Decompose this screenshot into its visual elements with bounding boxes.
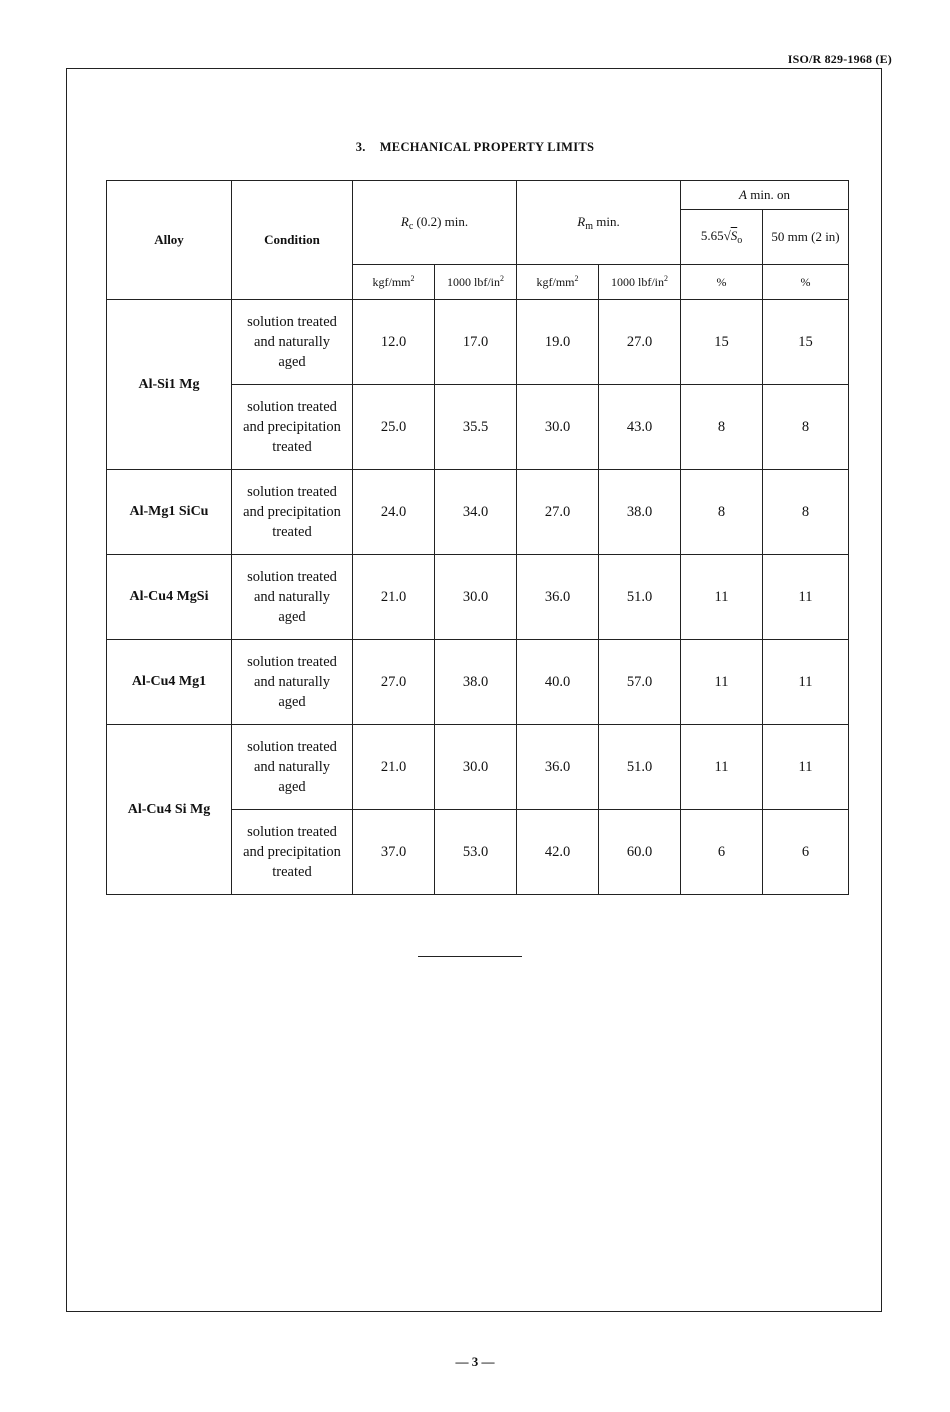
section-title (0, 140, 950, 155)
value-cell: 34.0 (435, 470, 517, 555)
header-a-gauge-565: $5.65√S_o$ (681, 210, 763, 265)
unit-a-pct-1: % (681, 265, 763, 300)
value-cell: 11 (681, 640, 763, 725)
alloy-cell: Al-Mg1 SiCu (107, 470, 232, 555)
unit-rc-kgf: kgf/$mm^2$ (353, 265, 435, 300)
condition-cell: solution treated and naturally aged (232, 300, 353, 385)
value-cell: 30.0 (435, 555, 517, 640)
header-a: A min. on (681, 181, 849, 210)
value-cell: 60.0 (599, 810, 681, 895)
value-cell: 30.0 (435, 725, 517, 810)
document-reference: ISO/R 829-1968 (E) (787, 52, 892, 66)
value-cell: 21.0 (353, 555, 435, 640)
condition-cell: solution treated and naturally aged (232, 555, 353, 640)
alloy-cell: Al-Cu4 Si Mg (107, 725, 232, 895)
value-cell: 12.0 (353, 300, 435, 385)
value-cell: 8 (763, 385, 849, 470)
closing-rule (418, 956, 522, 957)
table-row (107, 555, 849, 640)
value-cell: 36.0 (517, 555, 599, 640)
header-a-gauge-50mm: 50 mm (2 in) (763, 210, 849, 265)
value-cell: 30.0 (517, 385, 599, 470)
value-cell: 38.0 (435, 640, 517, 725)
value-cell: 8 (763, 470, 849, 555)
header-alloy: Alloy (107, 181, 232, 300)
value-cell: 15 (681, 300, 763, 385)
condition-cell: solution treated and naturally aged (232, 725, 353, 810)
value-cell: 11 (763, 725, 849, 810)
unit-rm-lbf: 1000 lbf/$in^2$ (599, 265, 681, 300)
value-cell: 43.0 (599, 385, 681, 470)
value-cell: 25.0 (353, 385, 435, 470)
value-cell: 27.0 (353, 640, 435, 725)
condition-cell: solution treated and precipitation treated (232, 810, 353, 895)
header-rm: $R_m$ min. (517, 181, 681, 265)
value-cell: 57.0 (599, 640, 681, 725)
value-cell: 11 (681, 555, 763, 640)
value-cell: 38.0 (599, 470, 681, 555)
value-cell: 17.0 (435, 300, 517, 385)
value-cell: 24.0 (353, 470, 435, 555)
value-cell: 51.0 (599, 725, 681, 810)
value-cell: 11 (763, 555, 849, 640)
value-cell: 6 (763, 810, 849, 895)
value-cell: 42.0 (517, 810, 599, 895)
value-cell: 51.0 (599, 555, 681, 640)
value-cell: 35.5 (435, 385, 517, 470)
value-cell: 40.0 (517, 640, 599, 725)
value-cell: 8 (681, 470, 763, 555)
alloy-cell: Al-Cu4 MgSi (107, 555, 232, 640)
table-row (107, 470, 849, 555)
condition-cell: solution treated and precipitation treated (232, 470, 353, 555)
table-row (107, 725, 849, 810)
unit-rc-lbf: 1000 lbf/$in^2$ (435, 265, 517, 300)
value-cell: 27.0 (599, 300, 681, 385)
page-number: — 3 — (455, 1354, 495, 1369)
value-cell: 8 (681, 385, 763, 470)
value-cell: 36.0 (517, 725, 599, 810)
table-row (107, 300, 849, 385)
unit-a-pct-2: % (763, 265, 849, 300)
table-row (107, 640, 849, 725)
section-title-text: MECHANICAL PROPERTY LIMITS (379, 140, 595, 154)
header-condition: Condition (232, 181, 353, 300)
value-cell: 11 (763, 640, 849, 725)
alloy-cell: Al-Cu4 Mg1 (107, 640, 232, 725)
value-cell: 11 (681, 725, 763, 810)
value-cell: 37.0 (353, 810, 435, 895)
condition-cell: solution treated and precipitation treated (232, 385, 353, 470)
alloy-cell: Al-Si1 Mg (107, 300, 232, 470)
condition-cell: solution treated and naturally aged (232, 640, 353, 725)
mechanical-property-table (106, 180, 849, 895)
header-rc: $R_c$ (0.2) min. (353, 181, 517, 265)
section-number: 3. (355, 140, 366, 154)
value-cell: 27.0 (517, 470, 599, 555)
value-cell: 15 (763, 300, 849, 385)
value-cell: 21.0 (353, 725, 435, 810)
unit-rm-kgf: kgf/$mm^2$ (517, 265, 599, 300)
value-cell: 53.0 (435, 810, 517, 895)
value-cell: 6 (681, 810, 763, 895)
value-cell: 19.0 (517, 300, 599, 385)
